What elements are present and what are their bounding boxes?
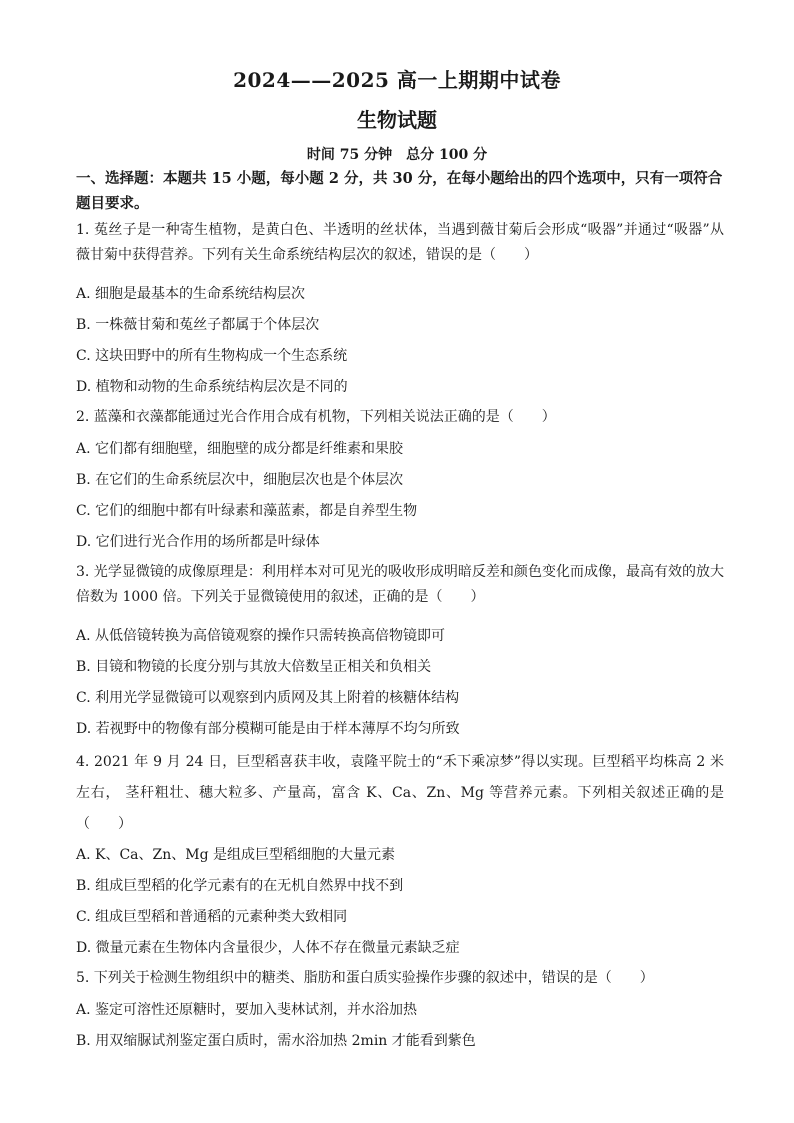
question-2-option-c[interactable]: C. 它们的细胞中都有叶绿素和藻蓝素，都是自养型生物 <box>76 503 418 519</box>
question-1-option-c[interactable]: C. 这块田野中的所有生物构成一个生态系统 <box>76 348 348 364</box>
question-4-option-b[interactable]: B. 组成巨型稻的化学元素有的在无机自然界中找不到 <box>76 878 404 894</box>
question-3-option-b[interactable]: B. 目镜和物镜的长度分别与其放大倍数呈正相关和负相关 <box>76 659 432 675</box>
question-1-option-b[interactable]: B. 一株薇甘菊和菟丝子都属于个体层次 <box>76 317 320 333</box>
question-5-option-b[interactable]: B. 用双缩脲试剂鉴定蛋白质时，需水浴加热 2min 才能看到紫色 <box>76 1033 476 1049</box>
question-1-option-a[interactable]: A. 细胞是最基本的生命系统结构层次 <box>76 286 306 302</box>
question-3-option-a[interactable]: A. 从低倍镜转换为高倍镜观察的操作只需转换高倍物镜即可 <box>76 628 446 644</box>
exam-time-info: 时间 75 分钟 总分 100 分 <box>306 147 488 163</box>
question-2-option-d[interactable]: D. 它们进行光合作用的场所都是叶绿体 <box>76 534 320 550</box>
question-3-option-c[interactable]: C. 利用光学显微镜可以观察到内质网及其上附着的核糖体结构 <box>76 690 460 706</box>
question-5-stem: 5. 下列关于检测生物组织中的糖类、脂肪和蛋白质实验操作步骤的叙述中，错误的是（ ） <box>76 970 654 986</box>
section-heading: 一、选择题：本题共 15 小题，每小题 2 分，共 30 分，在每小题给出的四个选项中，只有一项符合题目要求。 <box>76 170 723 212</box>
question-5-option-a[interactable]: A. 鉴定可溶性还原糖时，要加入斐林试剂，并水浴加热 <box>76 1002 418 1018</box>
question-2-option-a[interactable]: A. 它们都有细胞壁，细胞壁的成分都是纤维素和果胶 <box>76 441 404 457</box>
question-3-option-d[interactable]: D. 若视野中的物像有部分模糊可能是由于样本薄厚不均匀所致 <box>76 721 460 737</box>
question-2-stem: 2. 蓝藻和衣藻都能通过光合作用合成有机物，下列相关说法正确的是（ ） <box>76 409 556 425</box>
exam-subject: 生物试题 <box>357 108 437 132</box>
question-3-stem: 3. 光学显微镜的成像原理是：利用样本对可见光的吸收形成明暗反差和颜色变化而成像，最高有效的放大倍数为 1000 倍。下列关于显微镜使用的叙述，正确的是（ ） <box>76 564 724 605</box>
question-1-option-d[interactable]: D. 植物和动物的生命系统结构层次是不同的 <box>76 379 348 395</box>
question-4-option-a[interactable]: A. K、Ca、Zn、Mg 是组成巨型稻细胞的大量元素 <box>76 847 396 863</box>
exam-title: 2024——2025 高一上期期中试卷 <box>233 68 561 92</box>
question-2-option-b[interactable]: B. 在它们的生命系统层次中，细胞层次也是个体层次 <box>76 472 404 488</box>
question-4-stem: 4. 2021 年 9 月 24 日，巨型稻喜获丰收，袁隆平院士的“禾下乘凉梦”得以实现。巨型稻平均株高 2 米左右， 茎秆粗壮、穗大粒多、产量高，富含 K、Ca、Zn、Mg 等营养元素。下列相关叙述正确的是（ ） <box>76 754 724 832</box>
question-4-option-d[interactable]: D. 微量元素在生物体内含量很少，人体不存在微量元素缺乏症 <box>76 940 460 956</box>
question-1-stem: 1. 菟丝子是一种寄生植物，是黄白色、半透明的丝状体，当遇到薇甘菊后会形成“吸器”并通过“吸器”从薇甘菊中获得营养。下列有关生命系统结构层次的叙述，错误的是（ ） <box>76 222 724 263</box>
question-4-option-c[interactable]: C. 组成巨型稻和普通稻的元素种类大致相同 <box>76 909 348 925</box>
